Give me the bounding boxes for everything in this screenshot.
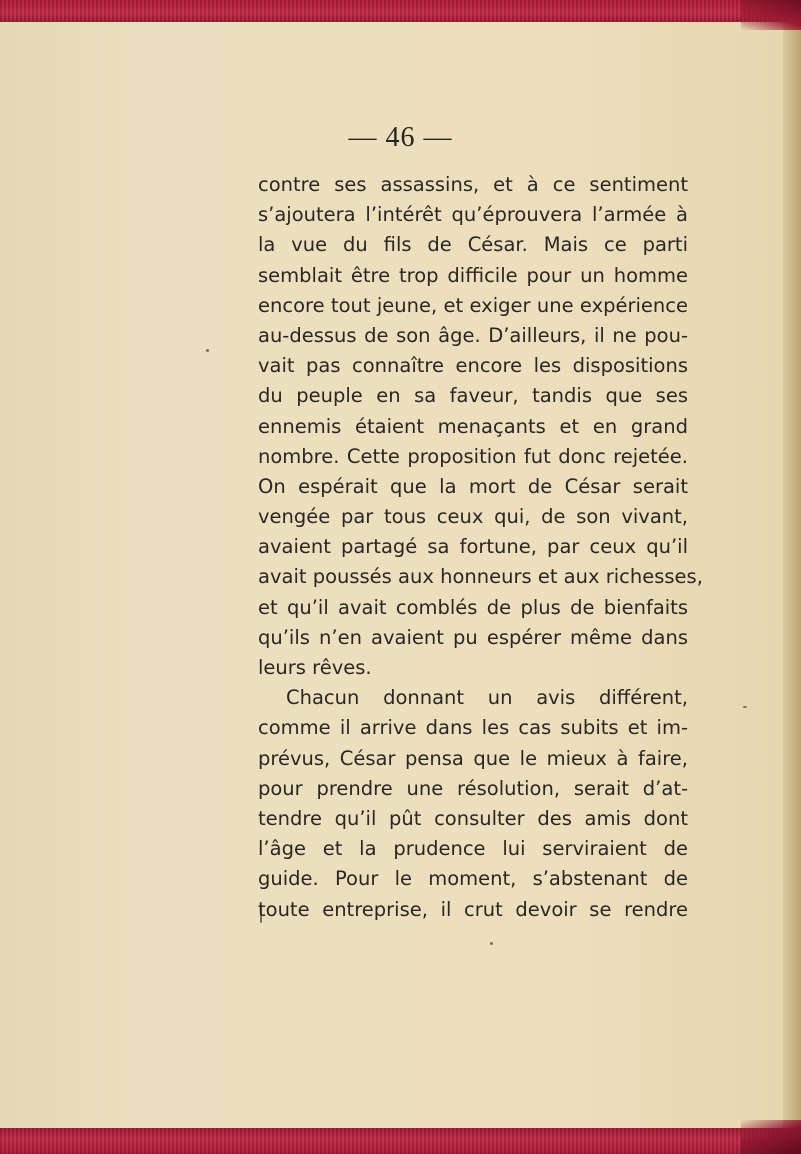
- text-line: nombre. Cette proposition fut donc rejetée.: [258, 444, 688, 468]
- text-line: vengée par tous ceux qui, de son vivant,: [258, 505, 688, 529]
- paper-speck: [490, 942, 493, 945]
- text-line: encore tout jeune, et exiger une expérience: [258, 293, 688, 317]
- text-line: comme il arrive dans les cas subits et im-: [258, 716, 688, 740]
- text-line: On espérait que la mort de César serait: [258, 474, 688, 498]
- text-line: contre ses assassins, et à ce sentiment: [258, 173, 688, 196]
- text-line: pour prendre une résolution, serait d’at-: [258, 776, 688, 800]
- page-number: — 46 —: [348, 122, 453, 153]
- corner-shadow-top-right: [741, 0, 801, 30]
- page-right-edge: [783, 22, 801, 1128]
- text-line: avait poussés aux honneurs et aux richesses,: [258, 565, 703, 589]
- text-line: au-dessus de son âge. D’ailleurs, il ne pou-: [258, 323, 688, 347]
- text-line: ennemis étaient menaçants et en grand: [258, 414, 688, 438]
- text-line: du peuple en sa faveur, tandis que ses: [258, 384, 688, 408]
- text-line: l’âge et la prudence lui serviraient de: [258, 837, 688, 861]
- paper-speck: [743, 706, 747, 708]
- text-line: vait pas connaître encore les dispositions: [258, 354, 688, 378]
- text-line-paragraph-end: leurs rêves.: [258, 656, 372, 679]
- text-line: guide. Pour le moment, s’abstenant de: [258, 867, 688, 891]
- text-line: s’ajoutera l’intérêt qu’éprouvera l’armée à: [258, 203, 688, 227]
- paper-speck: [206, 349, 209, 352]
- text-line: prévus, César pensa que le mieux à faire,: [258, 746, 688, 770]
- text-line: et qu’il avait comblés de plus de bienfaits: [258, 595, 688, 619]
- text-line: la vue du fils de César. Mais ce parti: [258, 233, 688, 257]
- text-line-paragraph-start: Chacun donnant un avis différent,: [286, 686, 688, 710]
- corner-shadow-bottom-right: [741, 1120, 801, 1154]
- red-edge-bottom: [0, 1128, 801, 1154]
- text-line: qu’ils n’en avaient pu espérer même dans: [258, 625, 688, 649]
- text-line: semblait être trop difficile pour un homme: [258, 263, 688, 287]
- text-line: avaient partagé sa fortune, par ceux qu’il: [258, 535, 688, 559]
- body-text: [258, 170, 703, 925]
- text-line: tendre qu’il pût consulter des amis dont: [258, 806, 688, 830]
- red-edge-top: [0, 0, 801, 22]
- text-line: toute entreprise, il crut devoir se rendre: [258, 897, 688, 921]
